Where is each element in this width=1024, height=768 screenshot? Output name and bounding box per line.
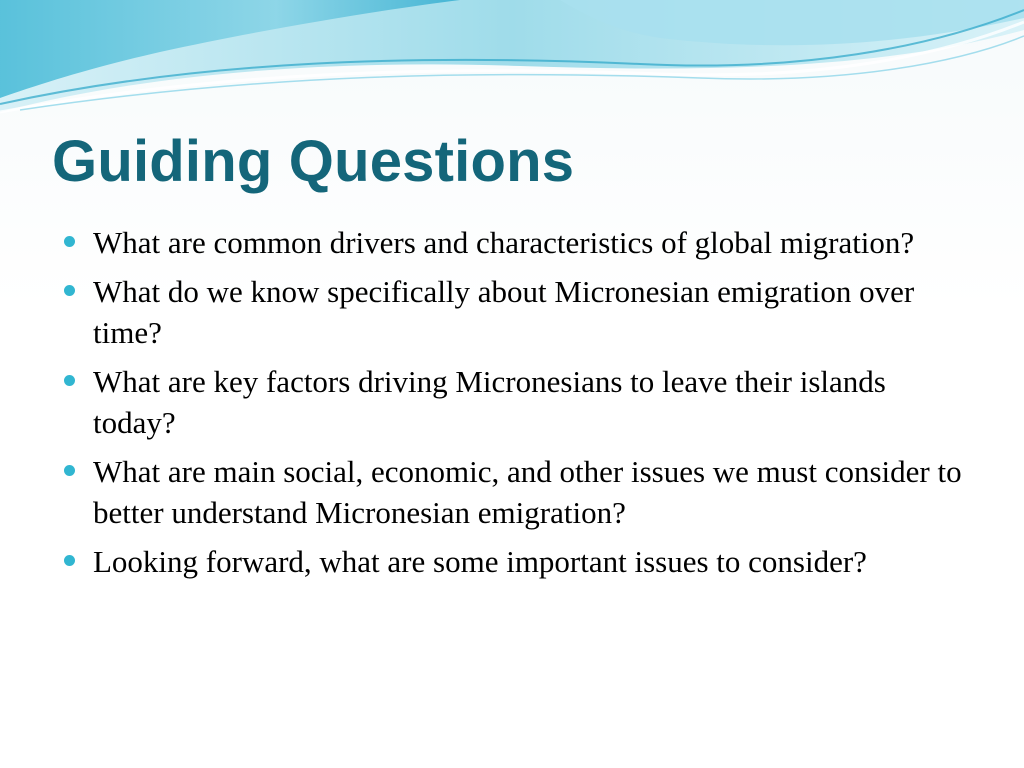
bullet-item-main-issues: [62, 451, 962, 533]
bullet-text: Looking forward, what are some important issues to consider?: [93, 544, 867, 579]
bullet-item-global-migration: [62, 222, 962, 263]
decorative-wave-header: [0, 0, 1024, 130]
bullet-text: What are main social, economic, and other issues we must consider to better understand Micronesian emigration?: [93, 454, 962, 530]
bullet-dot-icon: [64, 285, 75, 296]
bullet-dot-icon: [64, 375, 75, 386]
bullet-text: What are key factors driving Micronesians to leave their islands today?: [93, 364, 886, 440]
bullet-item-micronesian-emigration-history: [62, 271, 962, 353]
bullet-list: [62, 222, 962, 590]
bullet-dot-icon: [64, 236, 75, 247]
bullet-item-key-factors: [62, 361, 962, 443]
bullet-text: What do we know specifically about Micronesian emigration over time?: [93, 274, 915, 350]
bullet-dot-icon: [64, 555, 75, 566]
bullet-dot-icon: [64, 465, 75, 476]
bullet-text: What are common drivers and characteristics of global migration?: [93, 225, 915, 260]
bullet-item-looking-forward: [62, 541, 962, 582]
slide-title: Guiding Questions: [52, 129, 575, 194]
